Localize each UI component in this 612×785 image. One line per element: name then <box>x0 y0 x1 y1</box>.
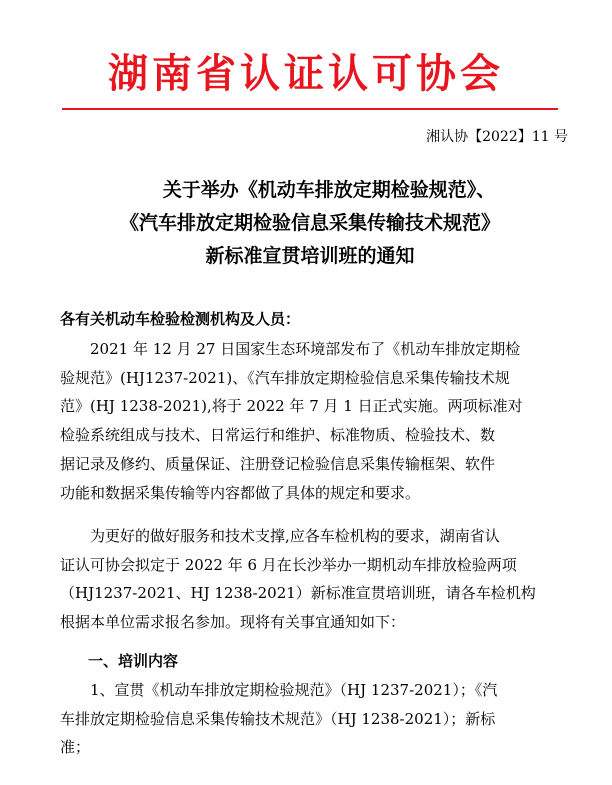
section-heading-training-content: 一、培训内容 <box>88 652 179 670</box>
paragraph-1 <box>60 335 560 507</box>
paragraph-line: 准； <box>60 738 91 757</box>
paragraph-line: 为更好的做好服务和技术支撑,应各车检机构的要求，湖南省认 <box>90 527 500 545</box>
paragraph-line: 检验系统组成与技术、日常运行和维护、标准物质、检验技术、数 <box>60 426 496 445</box>
paragraph-line: 车排放定期检验信息采集传输技术规范》（HJ 1238-2021）；新标 <box>60 709 496 728</box>
paragraph-line: 范》(HJ 1238-2021),将于 2022 年 7 月 1 日正式实施。两项标准对 <box>60 397 523 416</box>
document-number: 湘认协【2022】11 号 <box>426 129 568 145</box>
salutation: 各有关机动车检验检测机构及人员： <box>60 310 301 328</box>
paragraph-line: 根据本单位需求报名参加。现将有关事宜通知如下： <box>60 613 406 632</box>
paragraph-line: （HJ1237-2021、HJ 1238-2021）新标准宣贯培训班，请各车检机构 <box>60 584 536 603</box>
title-line-2: 《汽车排放定期检验信息采集传输技术规范》 <box>119 212 500 234</box>
title-line-3: 新标准宣贯培训班的通知 <box>205 245 415 267</box>
title-line-1: 关于举办《机动车排放定期检验规范》、 <box>162 179 496 201</box>
notice-title <box>60 174 560 273</box>
paragraph-line: 据记录及修约、质量保证、注册登记检验信息采集传输框架、软件 <box>60 454 496 473</box>
paragraph-line: 功能和数据采集传输等内容都做了具体的规定和要求。 <box>60 483 421 502</box>
paragraph-line: 验规范》(HJ1237-2021)、《汽车排放定期检验信息采集传输技术规 <box>60 368 510 387</box>
paragraph-3 <box>60 676 560 762</box>
paragraph-line: 证认可协会拟定于 2022 年 6 月在长沙举办一期机动车排放检验两项 <box>60 555 517 574</box>
paragraph-2 <box>60 522 560 637</box>
header-divider <box>62 108 558 110</box>
paragraph-line: 2021 年 12 月 27 日国家生态环境部发布了《机动车排放定期检 <box>90 340 521 358</box>
paragraph-line: 1、宣贯《机动车排放定期检验规范》（HJ 1237-2021）；《汽 <box>90 681 498 699</box>
org-title: 湖南省认证认可协会 <box>108 51 504 97</box>
